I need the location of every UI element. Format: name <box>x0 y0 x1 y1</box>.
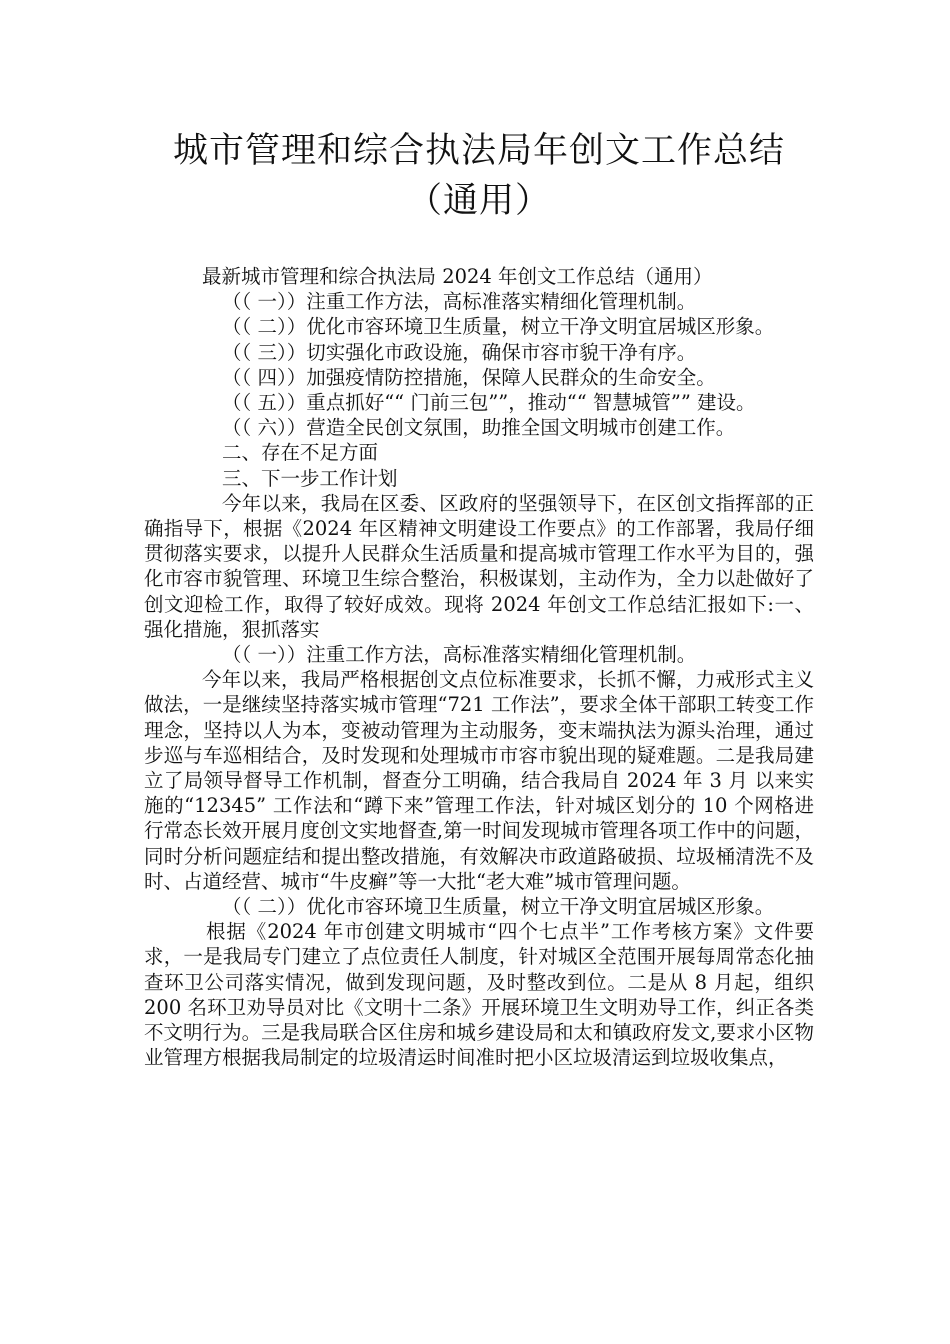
outline-item-3: （（ 三））切实强化市政设施，确保市容市貌干净有序。 <box>222 340 697 364</box>
title-line-2: （通用） <box>406 181 551 221</box>
outline-item-1: （（ 一））注重工作方法，高标准落实精细化管理机制。 <box>222 290 697 314</box>
section-2-heading: （（ 二））优化市容环境卫生质量，树立干净文明宜居城区形象。 <box>222 895 775 919</box>
document-subtitle: 最新城市管理和综合执法局 2024 年创文工作总结（通用） <box>202 265 713 288</box>
outline-item-5: （（ 五））重点抓好““ 门前三包””，推动““ 智慧城管”” 建设。 <box>222 391 756 415</box>
title-line-1: 城市管理和综合执法局年创文工作总结 <box>172 131 785 171</box>
section-2-paragraph: 根据《2024 年市创建文明城市“四个七点半”工作考核方案》文件要求，一是我局专门建立了点位责任人制度，针对城区全范围开展每周常态化抽查环卫公司落实情况，做到发现问题，及时整改到位。二是从 8 月起，组织 200 名环卫劝导员对比《文明十二条》开展环境卫生文明劝导工作，纠正各类不文明行为。三是我局联合区住房和城乡建设局和太和镇政府发文,要求小区物业管理方根据我局制定的垃圾清运时间准时把小区垃圾清运到垃圾收集点， <box>144 920 814 1070</box>
document-body <box>144 264 814 1071</box>
section-1-paragraph: 今年以来，我局严格根据创文点位标准要求，长抓不懈，力戒形式主义 做法，一是继续坚持落实城市管理“721 工作法”，要求全体干部职工转变工作理念，坚持以人为本，变被动管理为主动服务，变末端执法为源头治理，通过步巡与车巡相结合，及时发现和处理城市市容市貌出现的疑难题。二是我局建立了局领导督导工作机制，督查分工明确，结合我局自 2024 年 3 月 以来实施的“12345” 工作法和“蹲下来”管理工作法，针对城区划分的 10 个网格进行常态长效开展月度创文实地督查,第一时间发现城市管理各项工作中的问题，同时分析问题症结和提出整改措施，有效解决市政道路破损、垃圾桶清洗不及时、占道经营、城市“牛皮癣”等一大批“老大难”城市管理问题。 <box>144 668 814 893</box>
intro-paragraph: 今年以来，我局在区委、区政府的坚强领导下，在区创文指挥部的正确指导下，根据《2024 年区精神文明建设工作要点》的工作部署，我局仔细贯彻落实要求，以提升人民群众生活质量和提高城市管理工作水平为目的，强化市容市貌管理、环境卫生综合整治，积极谋划，主动作为，全力以赴做好了创文迎检工作，取得了较好成效。现将 2024 年创文工作总结汇报如下:一、强化措施，狠抓落实 <box>144 491 814 641</box>
outline-item-7: 二、存在不足方面 <box>222 441 379 465</box>
document-title <box>144 126 814 226</box>
outline-item-4: （（ 四））加强疫情防控措施，保障人民群众的生命安全。 <box>222 365 716 389</box>
outline-item-2: （（ 二））优化市容环境卫生质量，树立干净文明宜居城区形象。 <box>222 315 775 339</box>
section-1-heading: （（ 一））注重工作方法，高标准落实精细化管理机制。 <box>222 643 697 667</box>
outline-item-6: （（ 六））营造全民创文氛围，助推全国文明城市创建工作。 <box>222 416 736 440</box>
outline-item-8: 三、下一步工作计划 <box>222 466 398 490</box>
